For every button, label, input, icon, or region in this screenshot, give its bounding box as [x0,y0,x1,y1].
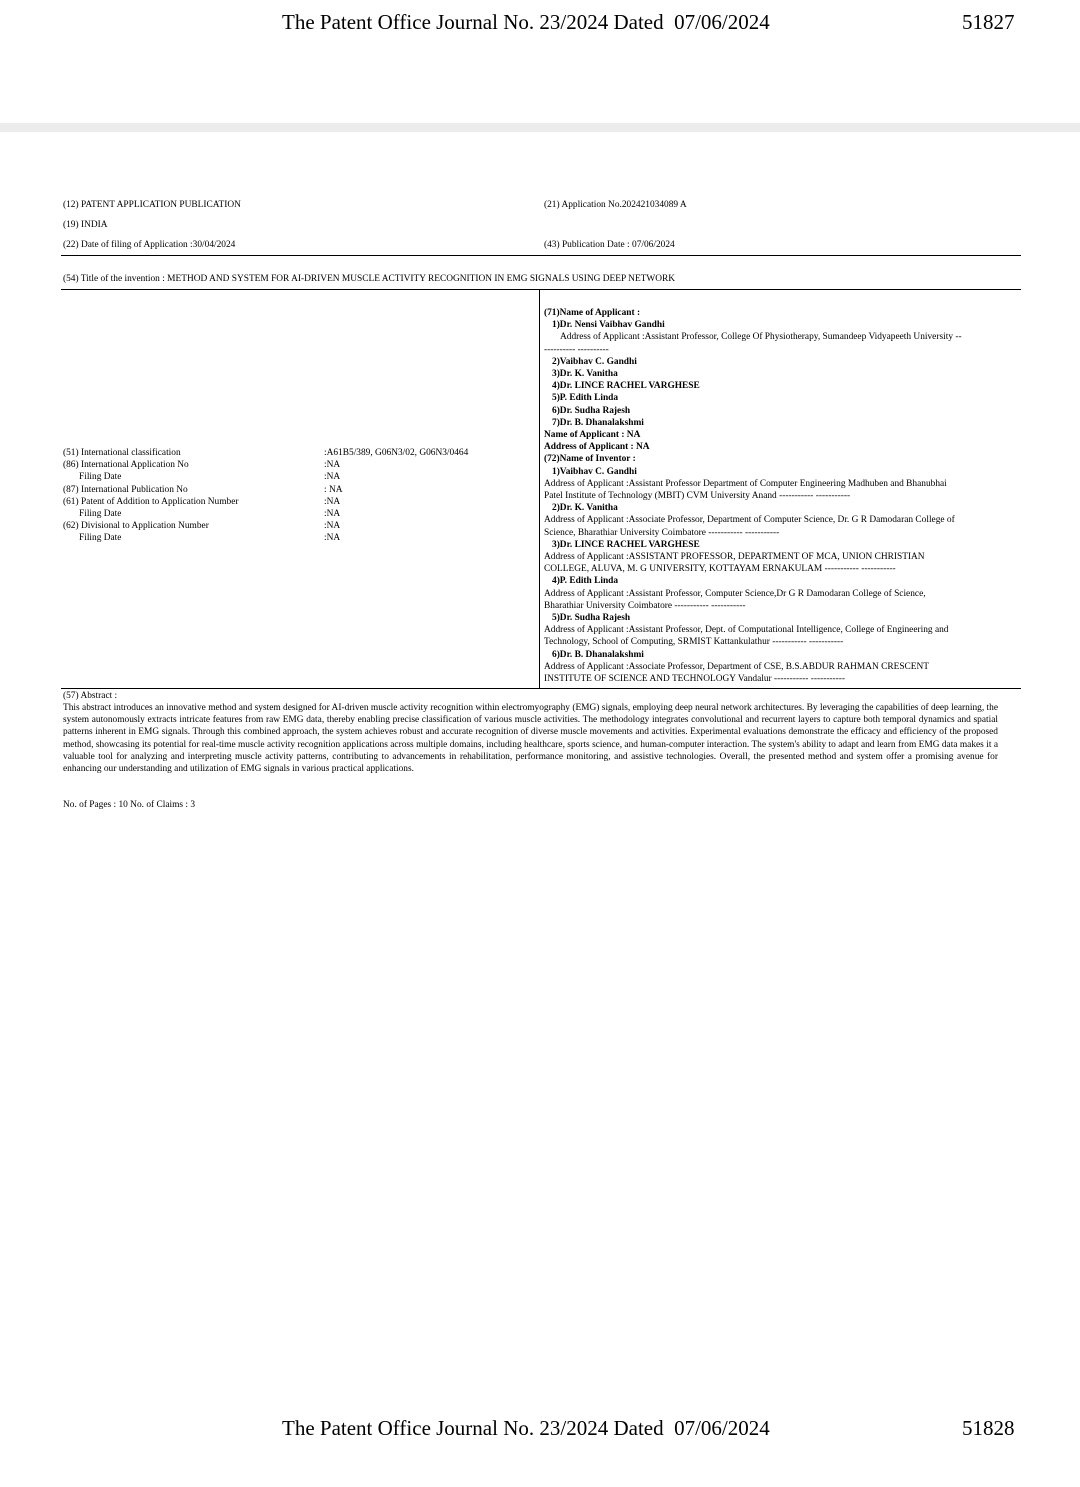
filing-date: (22) Date of filing of Application :30/04/2024 [63,240,236,250]
classification-value: :NA [324,508,341,519]
party-name-line: 4)P. Edith Linda [552,576,619,587]
country: (19) INDIA [63,220,108,230]
party-address-line: COLLEGE, ALUVA, M. G UNIVERSITY, KOTTAYAM ERNAKULAM ----------- ----------- [544,564,896,575]
classification-value: :A61B5/389, G06N3/02, G06N3/0464 [324,448,469,458]
party-address-line: Address of Applicant :Assistant Professor, Dept. of Computational Intelligence, College of Engineering and [544,625,949,636]
rule-parties-bottom [61,688,1021,689]
party-name-line: 2)Vaibhav C. Gandhi [552,356,637,367]
invention-title: (54) Title of the invention : METHOD AND SYSTEM FOR AI-DRIVEN MUSCLE ACTIVITY RECOGNITION IN EMG SIGNALS USING DEEP NETWORK [63,274,676,284]
party-name-line: 3)Dr. K. Vanitha [552,369,618,380]
party-address-line: Patel Institute of Technology (MBIT) CVM University Anand ----------- ----------- [544,491,851,502]
column-divider [539,290,540,689]
party-name-line: 5)P. Edith Linda [552,393,619,404]
classification-label: (86) International Application No [63,460,189,471]
abstract-body: This abstract introduces an innovative method and system designed for AI-driven muscle activity recognition within electromyography (EMG) signals, employing deep neural network architectures. By leveraging the capabilities of deep learning, the system autonomously extracts intricate features from raw EMG data, thereby enabling precise classification of various muscle activities. The methodology integrates convolutional and recurrent layers to capture both temporal dynamics and spatial patterns inherent in EMG signals. Through this combined approach, the system achieves robust and accurate recognition of diverse muscle movements and activities. Experimental evaluations demonstrate the efficacy and efficiency of the proposed method, showcasing its potential for real-time muscle activity recognition applications across multiple domains, including healthcare, sports science, and human-computer interaction. The system's ability to adapt and learn from EMG data makes it a valuable tool for analyzing and interpreting muscle activity patterns, contributing to advancements in rehabilitation, performance monitoring, and assistive technologies. Overall, the presented method and system offer a promising avenue for enhancing our understanding and utilization of EMG signals in various practical applications. [63,703,998,775]
party-name-line: (71)Name of Applicant : [544,308,641,318]
page-number-bottom: 51828 [962,1416,1015,1440]
party-name-line: (72)Name of Inventor : [544,454,636,465]
party-name-line: 3)Dr. LINCE RACHEL VARGHESE [552,539,700,550]
party-address-line: Address of Applicant :Associate Professor, Department of Computer Science, Dr. G R Damodaran College of [544,515,955,526]
journal-header-top [0,10,1080,40]
classification-values [324,447,468,545]
party-address-line: Technology, School of Computing, SRMIST Kattankulathur ----------- ----------- [544,637,844,648]
journal-header-bottom [0,1416,1080,1446]
classification-label: (62) Divisional to Application Number [63,521,209,532]
journal-title: The Patent Office Journal No. 23/2024 Dated 07/06/2024 [282,10,770,34]
party-name-line: 2)Dr. K. Vanitha [552,503,618,514]
page-number: 51827 [962,10,1015,34]
party-name-line: 4)Dr. LINCE RACHEL VARGHESE [552,381,700,392]
journal-title-bottom: The Patent Office Journal No. 23/2024 Dated 07/06/2024 [282,1416,770,1440]
party-address-line: ---------- ---------- [544,344,609,355]
classification-label: Filing Date [79,508,122,519]
classification-labels [63,447,239,545]
party-name-line: 6)Dr. B. Dhanalakshmi [552,649,644,660]
abstract-heading: (57) Abstract : [63,691,118,701]
classification-value: : NA [324,484,343,495]
party-address-line: Science, Bharathiar University Coimbatore ----------- ----------- [544,527,780,538]
party-address-line: Address of Applicant :ASSISTANT PROFESSOR, DEPARTMENT OF MCA, UNION CHRISTIAN [544,552,925,563]
party-address-line: Bharathiar University Coimbatore ----------- ----------- [544,600,746,611]
party-name-line: 7)Dr. B. Dhanalakshmi [552,417,644,428]
classification-label: (51) International classification [63,448,181,458]
pages-claims-count: No. of Pages : 10 No. of Claims : 3 [63,800,196,810]
classification-value: :NA [324,496,341,507]
publication-date: (43) Publication Date : 07/06/2024 [544,240,675,250]
party-address-line: Address of Applicant :Assistant Professor, Computer Science,Dr G R Damodaran College of Science, [544,588,926,599]
classification-label: (61) Patent of Addition to Application Number [63,496,239,507]
classification-value: :NA [324,533,341,544]
party-name-line: 1)Dr. Nensi Vaibhav Gandhi [552,320,665,331]
party-name-line: Address of Applicant : NA [544,442,650,453]
classification-label: Filing Date [79,472,122,483]
rule-header-bottom [61,255,1021,256]
party-address-line: Address of Applicant :Assistant Professor Department of Computer Engineering Madhuben and Bhanubhai [544,478,947,489]
classification-value: :NA [324,460,341,471]
publication-type: (12) PATENT APPLICATION PUBLICATION [63,200,241,210]
classification-label: (87) International Publication No [63,484,188,495]
party-address-line: Address of Applicant :Associate Professor, Department of CSE, B.S.ABDUR RAHMAN CRESCENT [544,661,930,672]
party-name-line: 5)Dr. Sudha Rajesh [552,613,631,624]
classification-value: :NA [324,472,341,483]
classification-value: :NA [324,521,341,532]
application-number: (21) Application No.202421034089 A [544,200,687,210]
classification-label: Filing Date [79,533,122,544]
party-name-line: 6)Dr. Sudha Rajesh [552,405,631,416]
party-address-line: Address of Applicant :Assistant Professor, College Of Physiotherapy, Sumandeep Vidyapeeth University -- [560,332,962,343]
party-name-line: Name of Applicant : NA [544,430,641,441]
party-name-line: 1)Vaibhav C. Gandhi [552,466,637,477]
rule-title-bottom [61,289,1021,290]
page-separator-band [0,123,1080,132]
applicants-inventors-list [544,307,962,685]
party-address-line: INSTITUTE OF SCIENCE AND TECHNOLOGY Vandalur ----------- ----------- [544,674,846,685]
